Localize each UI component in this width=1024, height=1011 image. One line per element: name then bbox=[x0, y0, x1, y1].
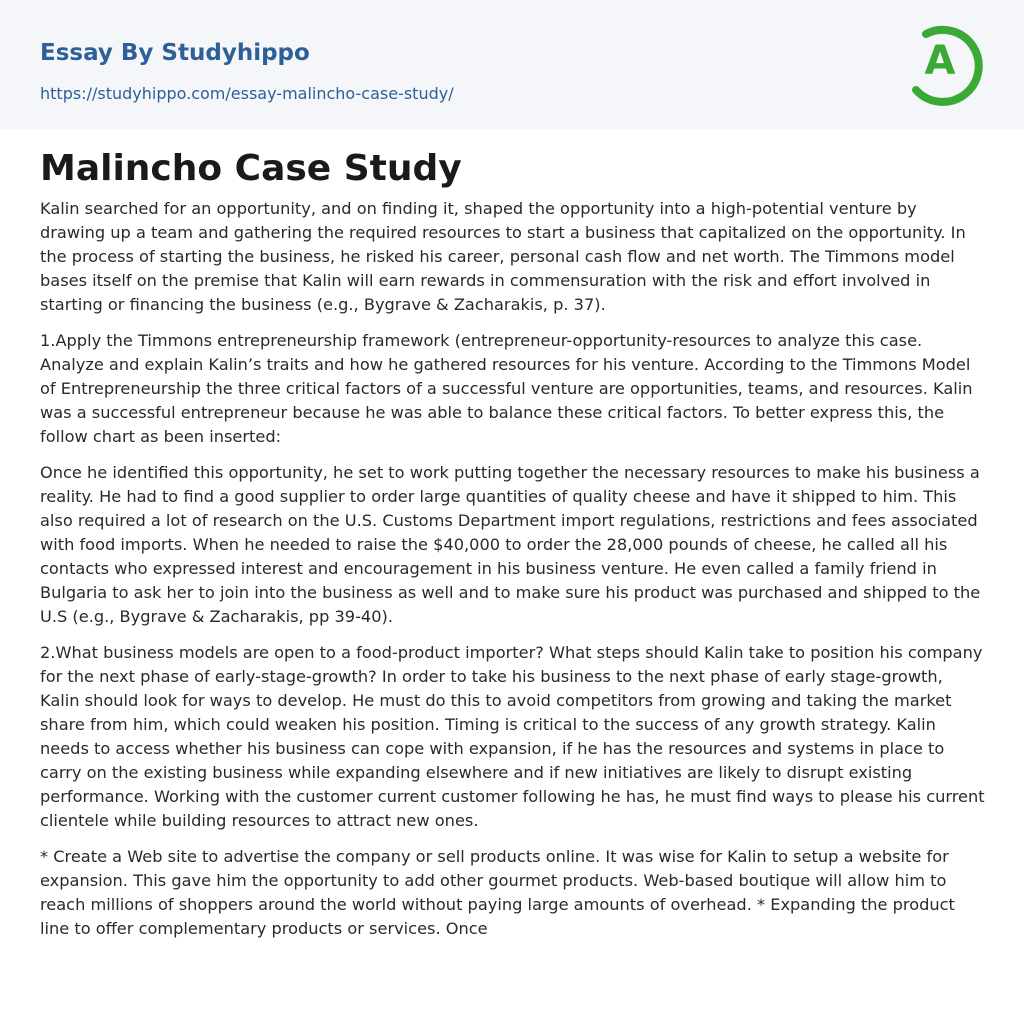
essay-paragraph: * Create a Web site to advertise the company or sell products online. It was wise for Kalin to setup a website for expansion. This gave him the opportunity to add other gourmet products. Web-based boutique will allow him to reach millions of shoppers around the world without paying large amounts of overhead. * Expanding the product line to offer complementary products or services. Once bbox=[40, 847, 955, 938]
essay-paragraph: 1.Apply the Timmons entrepreneurship framework (entrepreneur-opportunity-resources to analyze this case. Analyze and explain Kalin’s traits and how he gathered resources for his venture. According to the Timmons Model of Entrepreneurship the three critical factors of a successful venture are opportunities, teams, and resources. Kalin was a successful entrepreneur because he was able to balance these critical factors. To better express this, the follow chart as been inserted: bbox=[40, 331, 973, 446]
site-title[interactable]: Essay By Studyhippo bbox=[40, 40, 310, 66]
site-header bbox=[0, 0, 1024, 129]
essay-content bbox=[40, 145, 985, 953]
logo-letter: A bbox=[924, 38, 956, 84]
page-url-link[interactable]: https://studyhippo.com/essay-malincho-case-study/ bbox=[40, 84, 454, 103]
essay-paragraph: Once he identified this opportunity, he set to work putting together the necessary resources to make his business a reality. He had to find a good supplier to order large quantities of quality cheese and have it shipped to him. This also required a lot of research on the U.S. Customs Department import regulations, restrictions and fees associated with food imports. When he needed to raise the $40,000 to order the 28,000 pounds of cheese, he called all his contacts who expressed interest and encouragement in his business venture. He even called a family friend in Bulgaria to ask her to join into the business as well and to make sure his product was purchased and shipped to the U.S (e.g., Bygrave & Zacharakis, pp 39-40). bbox=[40, 463, 981, 626]
essay-paragraph: Kalin searched for an opportunity, and on finding it, shaped the opportunity into a high-potential venture by drawing up a team and gathering the required resources to start a business that capitalized on the opportunity. In the process of starting the business, he risked his career, personal cash flow and net worth. The Timmons model bases itself on the premise that Kalin will earn rewards in commensuration with the risk and effort involved in starting or financing the business (e.g., Bygrave & Zacharakis, p. 37). bbox=[40, 199, 966, 314]
studyhippo-logo-icon[interactable] bbox=[912, 18, 988, 106]
essay-title: Malincho Case Study bbox=[40, 148, 462, 189]
essay-paragraph: 2.What business models are open to a food-product importer? What steps should Kalin take to position his company for the next phase of early-stage-growth? In order to take his business to the next phase of early stage-growth, Kalin should look for ways to develop. He must do this to avoid competitors from growing and taking the market share from him, which could weaken his position. Timing is critical to the success of any growth strategy. Kalin needs to access whether his business can cope with expansion, if he has the resources and systems in place to carry on the existing business while expanding elsewhere and if new initiatives are likely to disrupt existing performance. Working with the customer current customer following he has, he must find ways to please his current clientele while building resources to attract new ones. bbox=[40, 643, 985, 830]
